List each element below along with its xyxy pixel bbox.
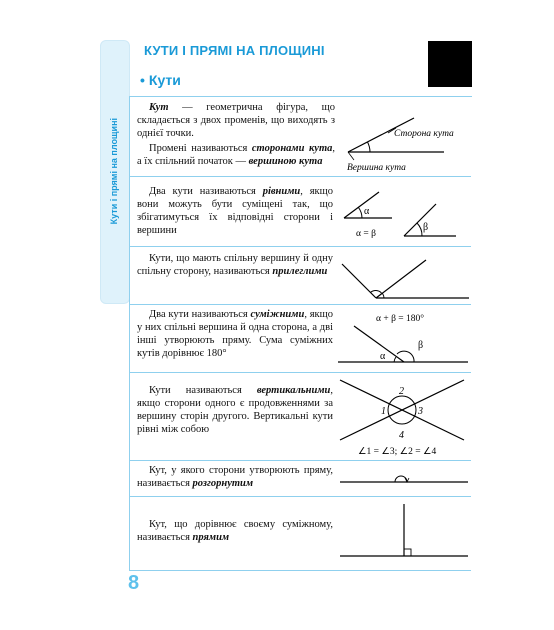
table-row-vertical-angles — [129, 372, 471, 461]
angle-3-label: 3 — [418, 406, 423, 417]
straight-angle-figure — [334, 460, 471, 496]
angle-4-label: 4 — [399, 430, 404, 441]
angle-figure — [334, 96, 471, 176]
table-row-equal-angles — [129, 176, 471, 247]
table-row-supplementary-angles — [129, 304, 471, 373]
page-title: КУТИ І ПРЯМІ НА ПЛОЩИНІ — [144, 43, 325, 58]
angle-1-label: 1 — [381, 406, 386, 417]
side-tab-label: Кути і прямі на площині — [109, 117, 119, 225]
supplementary-angles-figure — [334, 304, 471, 372]
equality-label: ∠1 = ∠3; ∠2 = ∠4 — [358, 447, 437, 457]
text: , а їх спільний початок — — [137, 143, 335, 167]
side-tab-label-wrap — [100, 40, 128, 302]
section-heading — [140, 72, 181, 88]
table-row-adjacent-angles — [129, 246, 471, 305]
text: — геометрична фігура, що складається з двох променів, що виходять з однієї точки. — [137, 102, 335, 139]
text: , якщо сторони одного є продовженнями за вершину сторін другого. Вертикальні кути рівні між собою — [137, 385, 333, 435]
alpha-label: α — [364, 206, 370, 217]
corner-block — [428, 41, 472, 87]
term: вершиною кута — [248, 156, 323, 167]
term: прилеглими — [272, 266, 328, 277]
term: сторонами кута — [251, 143, 333, 154]
table-row-angle — [129, 96, 471, 177]
bullet-icon: • — [140, 72, 145, 88]
term: суміжними — [250, 309, 305, 320]
text: Кути, що мають спільну вершину й одну спільну сторону, називаються — [137, 253, 333, 277]
table-row-right-angle — [129, 496, 471, 571]
equal-angles-figure — [334, 176, 471, 246]
text: , якщо вони можуть бути суміщені так, що збігатимуться їх відповідні сторони і вершини — [137, 186, 333, 236]
text: Промені називаються — [149, 143, 252, 154]
text: Кут, що дорівнює своєму суміжному, називається — [137, 519, 333, 543]
row-text — [137, 185, 333, 237]
term: розгорнутим — [192, 478, 254, 489]
adjacent-angles-figure — [334, 246, 471, 304]
term: рівними — [262, 186, 301, 197]
row-text — [137, 101, 335, 168]
text: , якщо у них спільні вершина й одна сторона, а дві інші утворюють пряму. Сума суміжних кутів дорівнює 180° — [137, 309, 333, 359]
vertex-label: Вершина кута — [347, 163, 406, 173]
angle-2-label: 2 — [399, 386, 404, 397]
row-text — [137, 518, 333, 544]
row-text — [137, 384, 333, 436]
beta-label: β — [418, 340, 424, 351]
beta-label: β — [423, 222, 429, 233]
vertical-angles-figure — [334, 372, 471, 460]
text: Два кути називаються — [149, 186, 263, 197]
alpha-label: α — [380, 351, 386, 362]
right-angle-figure — [334, 496, 471, 570]
side-label: Сторона кута — [394, 129, 454, 139]
equality-label: α = β — [356, 229, 376, 239]
text: Кут, у якого сторони утворюють пряму, називається — [137, 465, 333, 489]
row-text — [137, 464, 333, 490]
term: прямим — [192, 532, 230, 543]
row-text — [137, 308, 333, 360]
text: Два кути називаються — [149, 309, 251, 320]
term: вертикальними — [256, 385, 331, 396]
term: Кут — [149, 102, 169, 113]
section-heading-text: Кути — [148, 72, 181, 88]
page-number: 8 — [128, 572, 140, 594]
sum-label: α + β = 180° — [376, 314, 425, 324]
text: Кути називаються — [149, 385, 257, 396]
table-row-straight-angle — [129, 460, 471, 497]
row-text — [137, 252, 333, 278]
